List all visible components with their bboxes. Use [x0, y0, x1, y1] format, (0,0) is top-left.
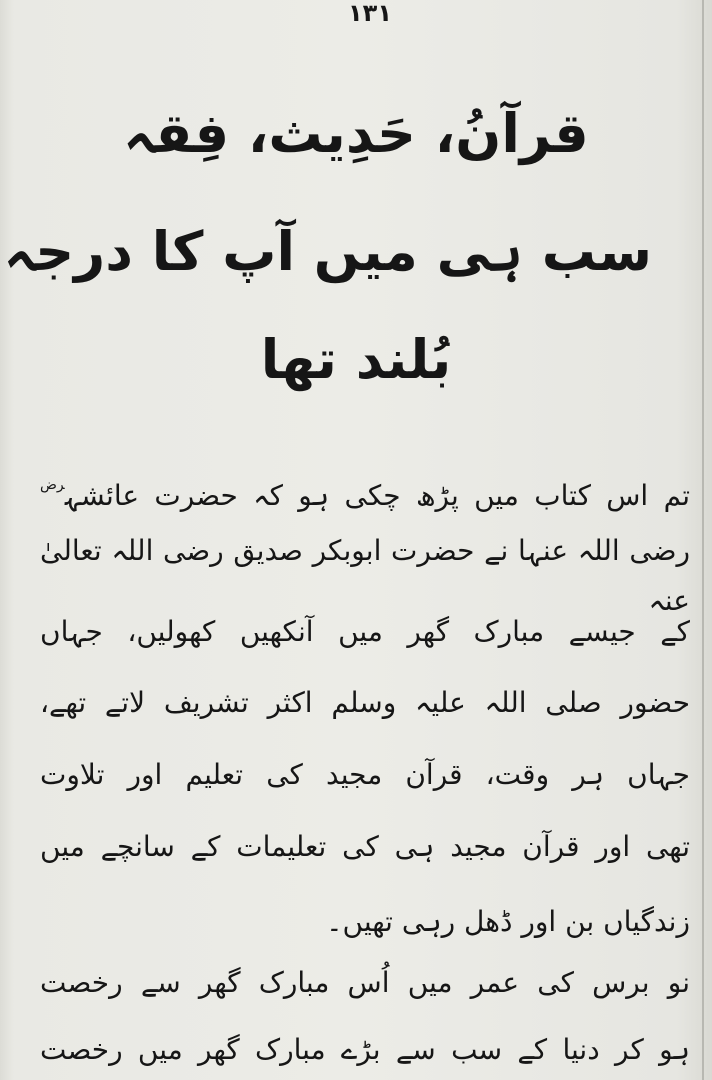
honorific-mark: رض: [40, 477, 65, 493]
body-line-2: رضی اللہ عنہا نے حضرت ابوبکر صدیق رضی اللہ تعالیٰ عنہ: [40, 534, 690, 617]
heading-line-1: قرآنُ، حَدِیث، فِقہ: [123, 102, 589, 165]
body-line-3: کے جیسے مبارک گھر میں آنکھیں کھولیں، جہاں: [40, 615, 690, 648]
body-line-7: زندگیاں بن اور ڈھل رہی تھیں۔: [326, 905, 690, 938]
body-line-6: تھی اور قرآن مجید ہی کی تعلیمات کے سانچے میں: [40, 830, 690, 863]
page-number: ۱۳۱: [348, 0, 392, 27]
body-line-4: حضور صلی اللہ علیہ وسلم اکثر تشریف لاتے تھے،: [40, 686, 690, 719]
body-line-1-text: تم اس کتاب میں پڑھ چکی ہو کہ حضرت عائشہ: [64, 479, 690, 512]
body-line-9: ہو کر دنیا کے سب سے بڑے مبارک گھر میں رخصت: [40, 1033, 690, 1066]
body-line-5: جہاں ہر وقت، قرآن مجید کی تعلیم اور تلاوت: [40, 758, 690, 791]
heading-line-3: بُلند تھا: [260, 328, 452, 391]
body-line-8: نو برس کی عمر میں اُس مبارک گھر سے رخصت: [40, 966, 690, 999]
heading-line-2: سب ہی میں آپ کا درجہ: [3, 220, 652, 283]
page-edge-shadow: [702, 0, 704, 1080]
body-line-1: [40, 460, 690, 510]
